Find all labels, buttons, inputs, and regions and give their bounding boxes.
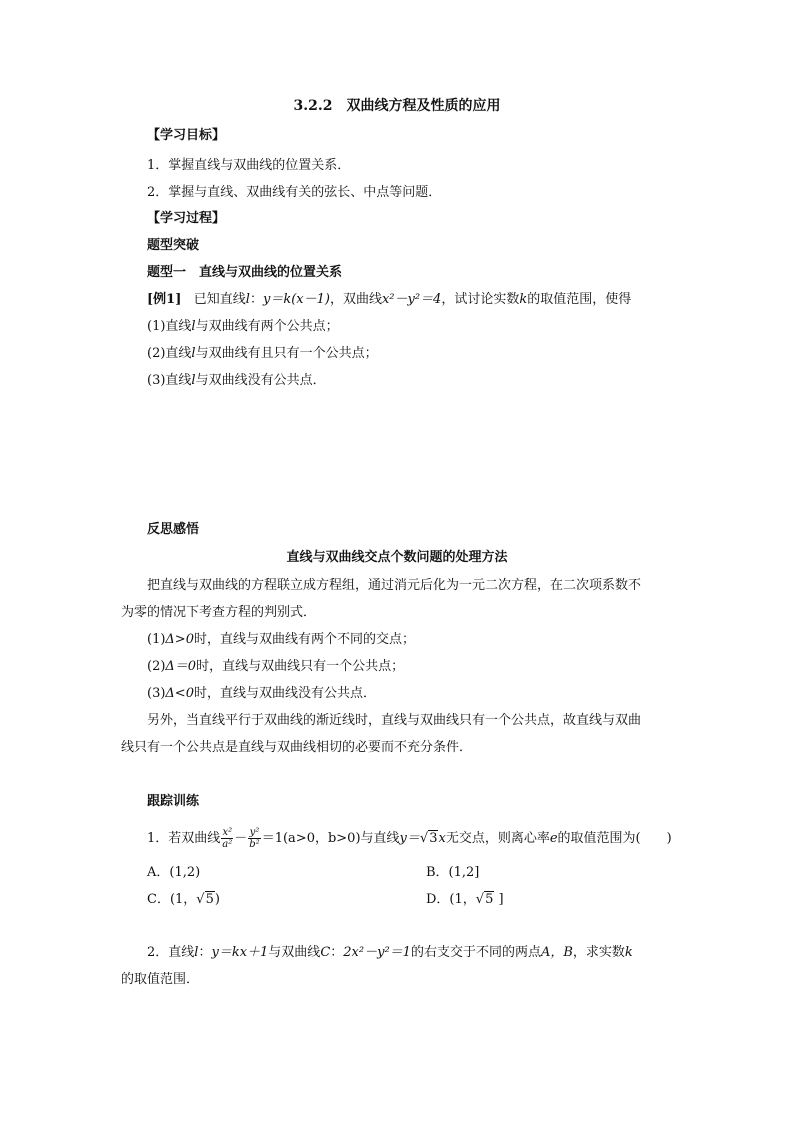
- method-para2-line2: 线只有一个公共点是直线与双曲线相切的必要而不充分条件．: [121, 740, 473, 755]
- hyperbola-equation: 2x²－y²＝1: [343, 945, 411, 960]
- frac-numerator: x²: [222, 827, 233, 838]
- example1-text-a: 已知直线: [193, 292, 246, 307]
- example1-item-1: [147, 318, 339, 336]
- item-suffix: 时，直线与双曲线没有公共点．: [193, 686, 376, 701]
- var-k: k: [624, 945, 633, 960]
- q2-colon: ：: [330, 945, 344, 960]
- example1-item-2: [147, 345, 378, 363]
- discriminant-cond: Δ＝0: [165, 659, 197, 674]
- item-suffix: 时，直线与双曲线只有一个公共点；: [196, 659, 405, 674]
- method-item-3: [147, 685, 376, 703]
- reflection-header: 反思感悟: [147, 522, 200, 537]
- item-suffix: 时，直线与双曲线有两个不同的交点；: [193, 632, 415, 647]
- var-k: k: [519, 292, 528, 307]
- line-equation: y＝kx＋1: [211, 945, 269, 960]
- example1-item-3: [147, 372, 326, 390]
- method-para2-line1: 另外，当直线平行于双曲线的渐近线时，直线与双曲线只有一个公共点，故直线与双曲: [147, 713, 642, 728]
- q2-text-f: ，求实数: [572, 945, 625, 960]
- option-c-post: ): [214, 892, 220, 907]
- var-l: l: [191, 373, 196, 388]
- process-header: 【学习过程】: [147, 211, 226, 226]
- item-suffix: 与双曲线有两个公共点；: [195, 319, 339, 334]
- q2-colon: ：: [198, 945, 212, 960]
- option-d-pre: D．(1，: [426, 892, 476, 907]
- var-l: l: [191, 346, 196, 361]
- var-l: l: [194, 945, 199, 960]
- item-suffix: 与双曲线有且只有一个公共点；: [195, 346, 378, 361]
- sqrt-3: √3: [419, 831, 438, 846]
- item-prefix: (2): [147, 659, 166, 674]
- goals-header: 【学习目标】: [147, 128, 226, 143]
- item-prefix: (3)直线: [147, 373, 192, 388]
- frac-numerator: y²: [249, 827, 260, 838]
- question-2-line1: [147, 944, 633, 962]
- discriminant-cond: Δ>0: [165, 632, 194, 647]
- option-a[interactable]: A．(1,2): [147, 865, 201, 880]
- example1-colon: ：: [249, 292, 263, 307]
- radicand: 5: [205, 892, 214, 907]
- method-para1-line2: 为零的情况下考查方程的判别式．: [121, 605, 317, 620]
- var-l: l: [245, 292, 250, 307]
- item-suffix: 与双曲线没有公共点．: [195, 373, 326, 388]
- discriminant-cond: Δ<0: [165, 686, 194, 701]
- q1-tail-a: 无交点，则离心率: [445, 831, 550, 846]
- question-1: [147, 826, 672, 852]
- var-e: e: [549, 831, 558, 846]
- item-prefix: (1)直线: [147, 319, 192, 334]
- q1-prefix: 1．若双曲线: [147, 831, 221, 846]
- option-c-pre: C．(1，: [147, 892, 197, 907]
- page-title: 3.2.2 双曲线方程及性质的应用: [293, 98, 501, 114]
- radicand: 5: [485, 892, 494, 907]
- line-equation: y＝k(x－1): [262, 292, 330, 307]
- q2-text-c: 与双曲线: [268, 945, 321, 960]
- option-d[interactable]: [426, 891, 504, 909]
- method-title: 直线与双曲线交点个数问题的处理方法: [286, 550, 508, 565]
- q2-text-e: 的右支交于不同的两点: [410, 945, 541, 960]
- method-item-1: [147, 631, 415, 649]
- line-eq-x: x: [438, 831, 446, 846]
- item-prefix: (1): [147, 632, 166, 647]
- goal-item-2: 2．掌握与直线、双曲线有关的弦长、中点等问题．: [147, 185, 442, 200]
- example1-text-c: ，试讨论实数: [441, 292, 520, 307]
- option-b[interactable]: B．(1,2]: [426, 865, 480, 880]
- sqrt-5: √5: [475, 892, 494, 907]
- fraction-x2-a2: [221, 827, 233, 850]
- example1-statement: [147, 291, 631, 309]
- method-item-2: [147, 658, 404, 676]
- line-eq-lhs: y＝: [399, 831, 420, 846]
- radicand: 3: [429, 831, 438, 846]
- minus-sign: －: [234, 831, 248, 846]
- type1-title: 题型一 直线与双曲线的位置关系: [147, 265, 343, 280]
- example1-label: [例1]: [147, 292, 182, 307]
- frac-denominator: a²: [222, 839, 233, 850]
- sqrt-5: √5: [196, 892, 214, 907]
- item-prefix: (3): [147, 686, 166, 701]
- fraction-y2-b2: [248, 827, 260, 850]
- method-para1-line1: 把直线与双曲线的方程联立成方程组，通过消元后化为一元二次方程，在二次项系数不: [147, 578, 642, 593]
- frac-denominator: b²: [249, 839, 260, 850]
- example1-text-d: 的取值范围，使得: [527, 292, 632, 307]
- option-c[interactable]: [147, 891, 220, 909]
- var-c: C: [320, 945, 331, 960]
- section-breakthrough: 题型突破: [147, 238, 200, 253]
- points-ab: A，B: [540, 945, 573, 960]
- q1-condition: ＝1(a>0，b>0): [261, 831, 361, 846]
- tracking-header: 跟踪训练: [147, 794, 200, 809]
- example1-text-b: ，双曲线: [329, 292, 382, 307]
- var-l: l: [191, 319, 196, 334]
- q1-mid: 与直线: [360, 831, 400, 846]
- q2-text-a: 2．直线: [147, 945, 195, 960]
- goal-item-1: 1．掌握直线与双曲线的位置关系．: [147, 158, 351, 173]
- option-d-post: ]: [494, 892, 504, 907]
- question-2-line2: 的取值范围．: [121, 972, 200, 987]
- item-prefix: (2)直线: [147, 346, 192, 361]
- q1-tail-b: 的取值范围为( ): [557, 831, 672, 846]
- hyperbola-equation: x²－y²＝4: [381, 292, 442, 307]
